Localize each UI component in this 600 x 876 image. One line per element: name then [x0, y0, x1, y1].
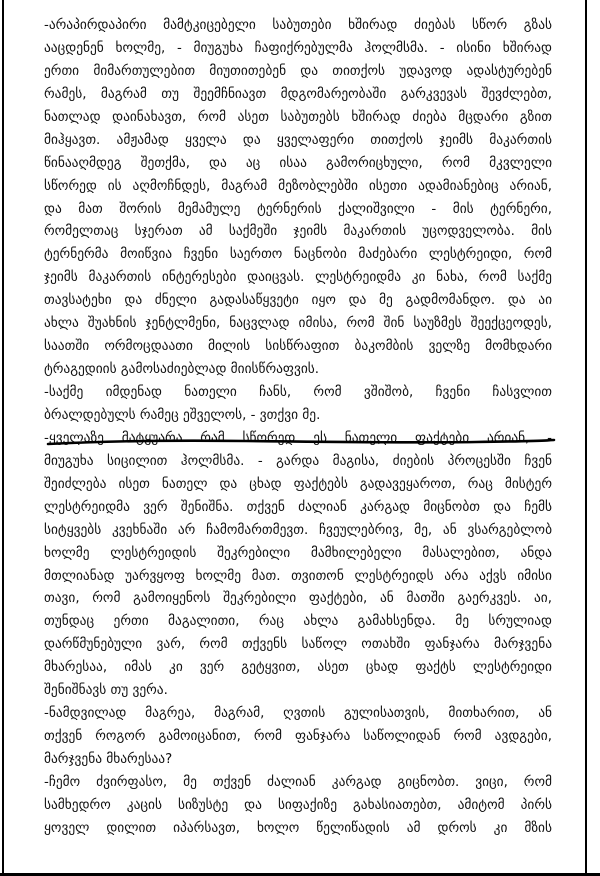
text-line: მთლიანად უარვყოფ ხოლმე მათ. თვითონ ლესტრეიდს არა აქვს იმისი: [44, 568, 552, 584]
text-line: ახლა შუახნის ჯენტლმენი, ნაცვლად იმისა, რომ შინ საუზმეს შეექცეოდეს,: [44, 316, 552, 332]
text-line: ყოველ დილით იპარსავთ, ხოლო წელიწადის ამ დროს კი მზის: [44, 820, 552, 836]
text-line: ნათლად დაინახავთ, რომ ასეთ საბუთებს ხშირად ძიება მცდარი გზით: [44, 109, 552, 125]
page-border-left: [2, 0, 4, 876]
text-line: თუნდაც ერთი მაგალითი, რაც ახლა გამახსენდა. მე სრულიად: [44, 614, 552, 630]
handwritten-underline: [46, 437, 558, 451]
text-line: ააცდენენ ხოლმე, - მიუგუხა ჩაფიქრებულმა ჰოლმსმა. - ისინი ხშირად: [44, 40, 552, 56]
text-line: ტრაგედიის გამოსაძიებლად მიისწრაფვის.: [44, 362, 320, 378]
text-line: ბრალდებულს რამეც ეშველოს, - ვთქვი მე.: [44, 407, 321, 423]
text-line: შეიძლება ისეთ ნათელ და ცხად ფაქტებს გადავეყაროთ, რაც მისტერ: [44, 476, 552, 492]
text-line: ჯეიმს მაკართის ინტერესები დაიცვას. ლესტრეიდმა კი ნახა, რომ საქმე: [44, 270, 552, 286]
text-line: საათში ორმოცდაათი მილის სისწრაფით ბაკომბის ველზე მომხდარი: [44, 339, 552, 355]
text-line: ლესტრეიდმა ვერ შენიშნა. თქვენ ძალიან კარგად მიცნობთ და ჩემს: [44, 499, 552, 515]
text-line: ერთი მიმართულებით მიუთითებენ და თითქოს უდავოდ ადასტურებენ: [44, 63, 552, 79]
page-border-right: [585, 0, 587, 876]
text-line: -ნამდვილად მაგრეა, მაგრამ, ღვთის გულისათვის, მითხარით, ან: [44, 706, 552, 722]
text-line: რამეს, მაგრამ თუ შეემჩნიავთ მდგომარეობაში გარკვევას შევძლებთ,: [44, 86, 552, 102]
text-line: მიჰყავთ. ამჟამად ყველა და ყველაფერი თითქოს ჯეიმს მაკართის: [44, 132, 552, 148]
text-line: და მათ შორის მემამულე ტერნერის ქალიშვილი - მის ტერნერი,: [44, 201, 552, 217]
text-line: -საქმე იმდენად ნათელი ჩანს, რომ ვშიშობ, ჩვენი ჩასვლით: [44, 385, 552, 400]
text-line: დარწმუნებული ვარ, რომ თქვენს საწოლ ოთახში ფანჯარა მარჯვენა: [44, 637, 552, 653]
text-line: თავი, რომ გამოიყენოს შეკრებილი ფაქტები, ან მათში გაერკვეს. აი,: [44, 591, 552, 607]
text-line: წინააღმდეგ შეთქმა, და აც ისაა გამორიცხული, რომ მკვლელი: [44, 155, 552, 171]
text-line: სწორედ ის აღმოჩნდეს, მაგრამ მეზობლებში ისეთი ადამიანებიც არიან,: [44, 178, 552, 194]
text-line: ტერნერმა მოიწვია ჩვენი საერთო ნაცნობი მაძებარი ლესტრეიდი, რომ: [44, 247, 552, 263]
text-line: -ჩემო ძვირფასო, მე თქვენ ძალიან კარგად გიცნობთ. ვიცი, რომ: [44, 774, 552, 790]
text-line: მხარესაა, იმას კი ვერ გეტყვით, ასეთ ცხად ფაქტს ლესტრეიდი: [44, 660, 552, 676]
body-text: [44, 15, 552, 841]
text-line: სამხედრო კაცის სიზუსტე და სიფაქიზე გახასიათებთ, ამიტომ პირს: [44, 797, 552, 813]
text-line: მიუგუხა სიცილით ჰოლმსმა. - გარდა მაგისა, ძიების პროცესში ჩვენ: [44, 453, 552, 469]
text-line: რომელთაც სჯერათ ამ საქმეში ჯეიმს მაკართის უცოდველობა. მის: [44, 224, 552, 240]
text-line: -არაპირდაპირი მამტკიცებელი საბუთები ხშირად ძიებას სწორ გზას: [44, 18, 552, 33]
text-line: სიტყვებს კვეხნაში არ ჩამომართმევთ. ჩვეულებრივ, მე, ან ვსარგებლობ: [44, 522, 552, 538]
text-line: მარჯვენა მხარესაა?: [44, 752, 173, 767]
text-line: -ყველაზე მატყუარა რამ სწორედ ეს ნათელი ფაქტები არიან, -: [44, 430, 552, 446]
text-line: შენიშნავს თუ ვერა.: [44, 683, 168, 699]
text-line: ხოლმე ლესტრეიდის შეკრებილი მამხილებელი მასალებით, ანდა: [44, 545, 552, 561]
text-line: თქვენ როგორ გამოიცანით, რომ ფანჯარა საწოლიდან რომ ავდგები,: [44, 729, 552, 745]
text-line: თავსატეხი და ძნელი გადასაწყვეტი იყო და მე გადმომანდო. და აი: [44, 293, 552, 309]
